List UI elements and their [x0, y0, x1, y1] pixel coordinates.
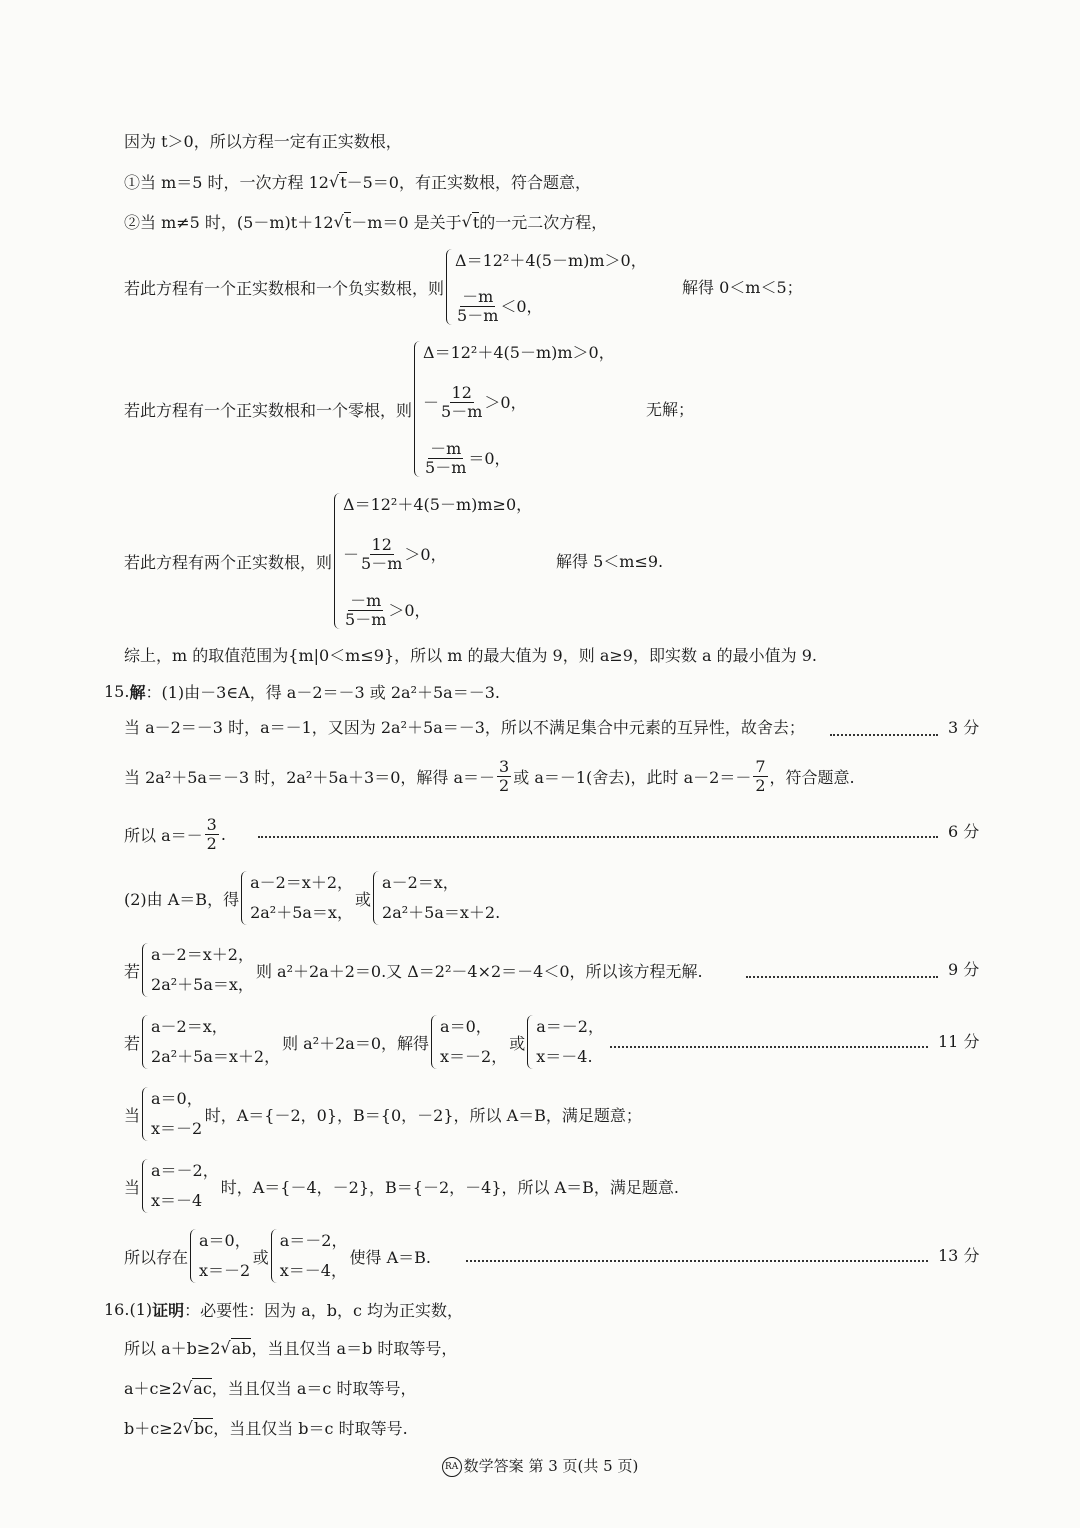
score-6: 6 分: [948, 822, 980, 841]
fraction: [457, 288, 498, 325]
system-row: Δ＝12²＋4(5－m)m≥0，: [343, 495, 533, 514]
system-positive-zero-roots: [124, 340, 617, 478]
equation-system: [241, 871, 353, 925]
text: 所以 a＝－: [124, 825, 203, 845]
denominator: 5－m: [441, 402, 483, 421]
q15-line-8: [124, 1086, 642, 1142]
system-row: x＝－2: [151, 1119, 203, 1138]
brace: [446, 249, 452, 325]
text: 若: [124, 961, 141, 981]
text: b＋c≥2: [124, 1419, 183, 1438]
denominator: 5－m: [457, 306, 499, 325]
sqrt-symbol: √: [461, 212, 472, 231]
fraction: [441, 384, 482, 421]
score-leader-dots: [466, 1260, 928, 1262]
text: 当: [124, 1105, 141, 1125]
page-footer: [0, 1455, 1080, 1477]
text: ＞0，: [484, 392, 527, 412]
q15-line-2: 当 a－2＝－3 时，a＝－1，又因为 2a²＋5a＝－3，所以不满足集合中元素的互异性，故舍去；: [124, 718, 805, 737]
text: ，当且仅当 a＝c 时取等号，: [211, 1379, 417, 1398]
equation-system: [142, 943, 254, 997]
system-row: a－2＝x＋2，: [250, 873, 354, 892]
text: (2)由 A＝B，得: [124, 889, 240, 909]
system-row: x＝－4，: [279, 1261, 347, 1280]
system-row: 2a²＋5a＝x＋2，: [151, 1047, 281, 1066]
sqrt-radicand: t: [344, 212, 352, 232]
text: 或: [355, 889, 372, 909]
text: 当 2a²＋5a＝－3 时，2a²＋5a＋3＝0，解得 a＝－: [124, 767, 496, 787]
equation-system: [190, 1229, 251, 1283]
system-row: a＝－2，: [536, 1017, 604, 1036]
denominator: 2: [206, 833, 217, 853]
numerator: 3: [499, 756, 510, 776]
text: －5＝0，有正实数根，符合题意，: [346, 173, 591, 192]
system-row: a＝－2，: [279, 1231, 348, 1250]
denominator: 2: [755, 775, 766, 795]
system-row: x＝－2: [199, 1261, 251, 1280]
system-result: 解得 0＜m＜5；: [682, 278, 803, 297]
sqrt-radicand: bc: [194, 1418, 214, 1438]
q15-line-6: [124, 942, 703, 998]
system-result: 解得 5＜m≤9.: [556, 552, 664, 571]
brace: [414, 341, 420, 477]
q16-header: [104, 1298, 463, 1321]
score-11: 11 分: [938, 1032, 980, 1051]
equation-system: [414, 341, 615, 477]
sqrt-radicand: t: [340, 172, 347, 192]
numerator: 12: [371, 535, 392, 554]
denominator: 5－m: [345, 610, 387, 629]
denominator: 5－m: [361, 554, 403, 573]
system-row: x＝－4.: [536, 1047, 593, 1066]
brace: [527, 1015, 533, 1069]
system-row: a＝－2，: [151, 1161, 219, 1180]
numerator: 3: [206, 814, 217, 834]
system-row: a＝0，: [151, 1089, 203, 1108]
text: a＋c≥2: [124, 1379, 183, 1398]
q15-line-9: [124, 1158, 679, 1214]
publisher-logo-icon: RA: [442, 1457, 462, 1477]
text: 所以存在: [124, 1247, 189, 1267]
sqrt-symbol: √: [182, 1418, 193, 1437]
text: 使得 A＝B.: [349, 1247, 431, 1267]
brace: [373, 871, 379, 925]
score-13: 13 分: [938, 1246, 980, 1265]
brace: [334, 493, 340, 629]
fraction: [205, 816, 219, 853]
text: 或: [252, 1247, 269, 1267]
system-row: x＝－2，: [440, 1047, 508, 1066]
text: 时，A＝{－4，－2}，B＝{－2，－4}，所以 A＝B，满足题意.: [220, 1177, 679, 1197]
brace: [142, 1087, 148, 1141]
score-leader-dots: [830, 734, 938, 736]
brace: [142, 1159, 148, 1213]
text: ＜0，: [500, 296, 543, 316]
fraction: [497, 758, 511, 795]
text: 则 a²＋2a＝0，解得: [282, 1033, 430, 1053]
q16-line-3: [124, 1376, 416, 1399]
system-row: [423, 384, 615, 421]
system-result: 无解；: [646, 400, 695, 419]
sqrt-symbol: √: [220, 1338, 231, 1357]
equation-system: [142, 1015, 280, 1069]
system-row: [343, 536, 532, 573]
sqrt-radicand: ac: [193, 1378, 212, 1398]
brace: [431, 1015, 437, 1069]
system-row: a＝0，: [199, 1231, 251, 1250]
system-row: 2a²＋5a＝x，: [250, 903, 353, 922]
numerator: 7: [755, 756, 766, 776]
system-row: 2a²＋5a＝x＋2.: [382, 903, 501, 922]
system-two-positive-roots: [124, 492, 534, 630]
q16-line-2: [124, 1336, 457, 1359]
equation-system: [142, 1087, 203, 1141]
q15-line-4: [124, 814, 226, 854]
score-leader-dots: [746, 976, 938, 978]
sqrt-symbol: √: [182, 1378, 193, 1397]
system-row: [343, 592, 532, 629]
fraction: [361, 536, 402, 573]
line-case-m-not-5: [124, 210, 607, 233]
score-3: 3 分: [948, 718, 980, 737]
fraction: [425, 440, 466, 477]
brace: [190, 1229, 196, 1283]
brace: [142, 943, 148, 997]
equation-system: [373, 871, 500, 925]
equation-system: [334, 493, 532, 629]
score-leader-dots: [258, 836, 938, 838]
text: ＞0，: [388, 600, 431, 620]
system-row: a－2＝x，: [382, 873, 459, 892]
sqrt-radicand: ab: [231, 1338, 252, 1358]
numerator: －m: [350, 591, 382, 610]
text: ②当 m≠5 时，(5－m)t＋12: [124, 213, 334, 232]
text: －: [423, 392, 440, 412]
sqrt-symbol: √: [333, 212, 344, 231]
q15-header: [104, 680, 500, 703]
text: ：必要性：因为 a，b，c 均为正实数，: [184, 1301, 464, 1320]
text: ，符合题意.: [769, 767, 855, 787]
text: ＝0，: [468, 448, 511, 468]
numerator: －m: [430, 439, 462, 458]
text: 所以 a＋b≥2: [124, 1339, 221, 1358]
q15-line-7: [124, 1014, 606, 1070]
equation-system: [446, 249, 647, 325]
equation-system: [142, 1159, 219, 1213]
system-row: a－2＝x，: [151, 1017, 228, 1036]
text: ：(1)由－3∈A，得 a－2＝－3 或 2a²＋5a＝－3.: [145, 683, 500, 702]
q15-line-10: [124, 1228, 431, 1284]
text: 的一元二次方程，: [479, 213, 608, 232]
system-row: a＝0，: [440, 1017, 492, 1036]
solution-label: 解: [129, 683, 146, 702]
system-row: [423, 440, 615, 477]
text: 若此方程有两个正实数根，则: [124, 552, 333, 572]
equation-system: [527, 1015, 604, 1069]
text: －m＝0 是关于: [351, 213, 462, 232]
proof-label: 证明: [152, 1301, 185, 1320]
line-case-m5: [124, 170, 591, 193]
text: 若此方程有一个正实数根和一个零根，则: [124, 400, 413, 420]
brace: [271, 1229, 277, 1283]
q15-line-5: [124, 870, 502, 926]
text: ①当 m＝5 时，一次方程 12: [124, 173, 329, 192]
text: ，当且仅当 a＝b 时取等号，: [251, 1339, 458, 1358]
system-row: Δ＝12²＋4(5－m)m＞0，: [423, 343, 615, 362]
system-row: Δ＝12²＋4(5－m)m＞0，: [455, 251, 647, 270]
denominator: 5－m: [425, 458, 467, 477]
text: ，当且仅当 b＝c 时取等号.: [213, 1419, 408, 1438]
numerator: －m: [462, 287, 494, 306]
question-number: 15.: [104, 682, 130, 701]
sqrt-symbol: √: [328, 172, 340, 191]
summary-line: 综上，m 的取值范围为{m|0＜m≤9}，所以 m 的最大值为 9，则 a≥9，即实数 a 的最小值为 9.: [124, 646, 818, 665]
sqrt-radicand: t: [472, 212, 480, 232]
text: .: [220, 824, 226, 844]
question-number: 16.(1): [104, 1300, 153, 1319]
text: 时，A＝{－2，0}，B＝{0，－2}，所以 A＝B，满足题意；: [204, 1105, 642, 1125]
brace: [142, 1015, 148, 1069]
score-9: 9 分: [948, 960, 980, 979]
text: －: [343, 544, 360, 564]
q15-line-3: [124, 756, 855, 796]
system-row: a－2＝x＋2，: [151, 945, 254, 964]
fraction: [345, 592, 386, 629]
text: ＞0，: [404, 544, 447, 564]
equation-system: [431, 1015, 507, 1069]
brace: [241, 871, 247, 925]
equation-system: [271, 1229, 348, 1283]
system-row: [455, 288, 647, 325]
text: 若此方程有一个正实数根和一个负实数根，则: [124, 278, 445, 298]
q16-line-4: [124, 1416, 408, 1439]
system-row: 2a²＋5a＝x，: [151, 975, 254, 994]
system-row: x＝－4: [151, 1191, 203, 1210]
score-leader-dots: [610, 1046, 928, 1048]
text: 或 a＝－1(舍去)，此时 a－2＝－: [513, 767, 752, 787]
page-number-text: 数学答案 第 3 页(共 5 页): [463, 1457, 639, 1475]
text: 则 a²＋2a＋2＝0.又 Δ＝2²－4×2＝－4＜0，所以该方程无解.: [255, 961, 703, 981]
line-t-positive: 因为 t＞0，所以方程一定有正实数根，: [124, 132, 402, 151]
system-positive-negative-roots: [124, 248, 649, 326]
denominator: 2: [499, 775, 510, 795]
text: 当: [124, 1177, 141, 1197]
numerator: 12: [451, 383, 472, 402]
text: 若: [124, 1033, 141, 1053]
fraction: [753, 758, 767, 795]
text: 或: [509, 1033, 526, 1053]
